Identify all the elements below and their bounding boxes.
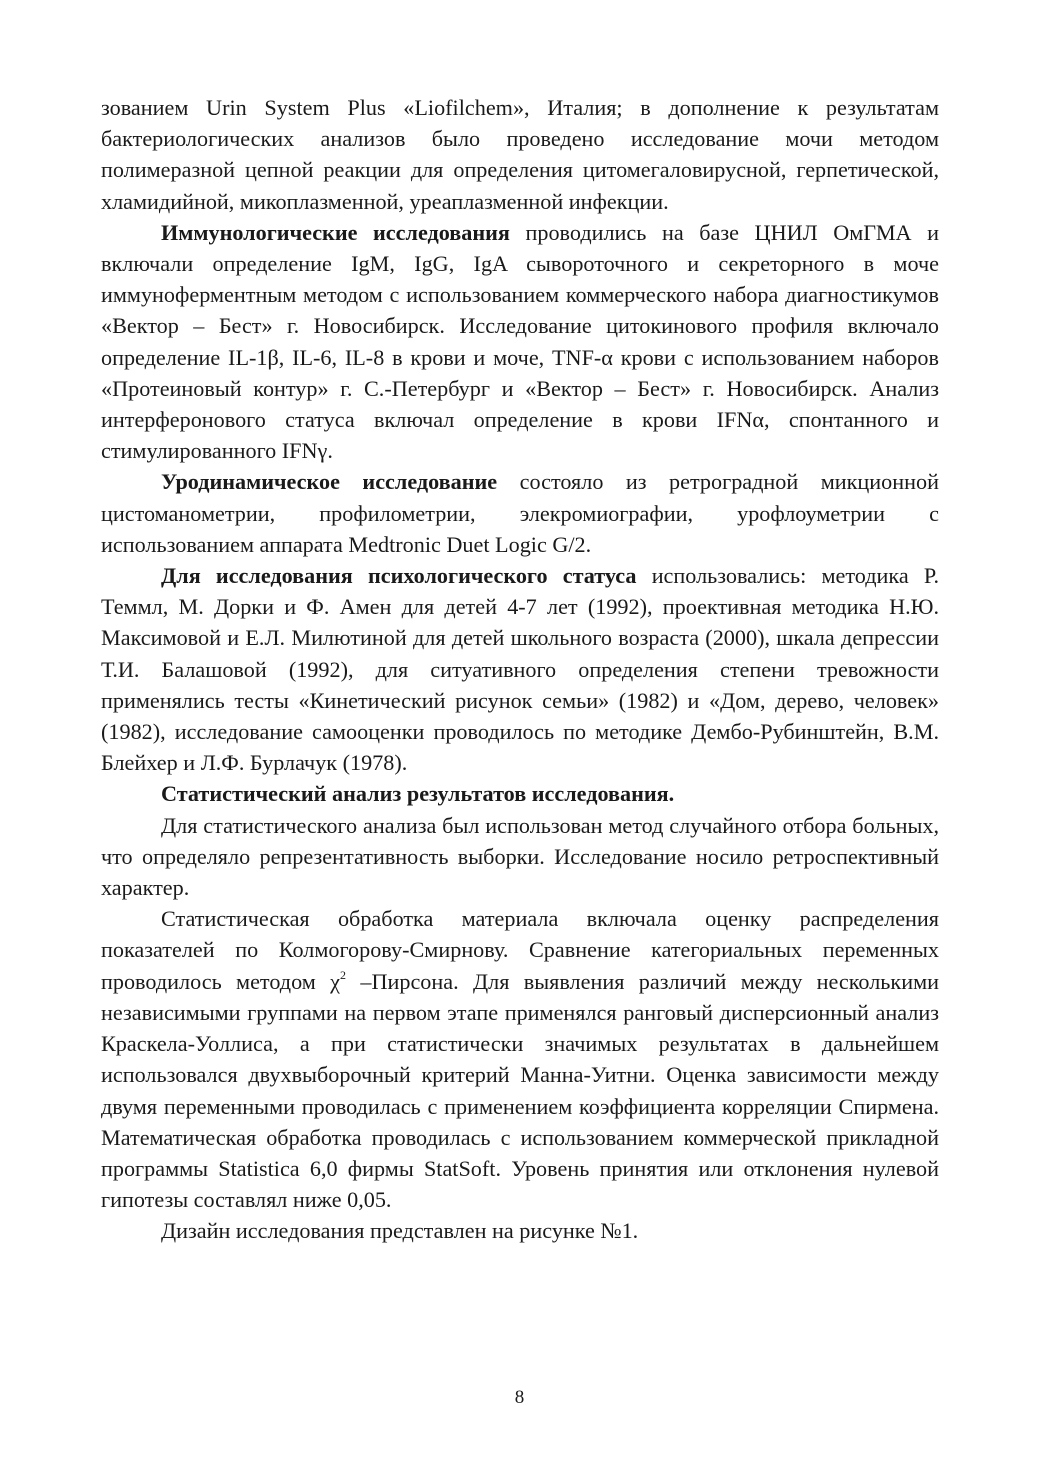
paragraph-statistical-processing xyxy=(101,903,939,1215)
paragraph-text: зованием Urin System Plus «Liofilchem», Италия; в дополнение к результатам бактериологических анализов было проведено исследование мочи методом полимеразной цепной реакции для определения цитомегаловирусной, герпетической, хламидийной, микоплазменной, уреаплазменной инфекции. xyxy=(101,95,939,214)
paragraph-text: Дизайн исследования представлен на рисунке №1. xyxy=(161,1218,639,1244)
paragraph-immunology xyxy=(101,217,939,467)
paragraph-heading: Иммунологические исследования xyxy=(161,219,510,245)
paragraph-text: использовались: методика Р. Теммл, М. Дорки и Ф. Амен для детей 4-7 лет (1992), проективная методика Н.Ю. Максимовой и Е.Л. Милютиной для детей школьного возраста (2000), шкала депрессии Т.И. Балашовой (1992), для ситуативного определения степени тревожности применялись тесты «Кинетический рисунок семьи» (1982) и «Дом, дерево, человек» (1982), исследование самооценки проводилось по методике Дембо-Рубинштейн, В.М. Блейхер и Л.Ф. Бурлачук (1978). xyxy=(101,563,939,776)
page-number: 8 xyxy=(514,1387,525,1408)
body-text xyxy=(101,92,939,1247)
paragraph-heading: Для исследования психологического статуса xyxy=(161,563,637,589)
paragraph-text: состояло из ретроградной микционной цистоманометрии, профилометрии, элекромиографии, урофлоуметрии с использованием аппарата Medtronic Duet Logic G/2. xyxy=(101,469,939,557)
chi-square-superscript: 2 xyxy=(340,967,346,982)
paragraph-text-before-formula: Статистическая обработка материала включала оценку распределения показателей по Колмогорову-Смирнову. Сравнение категориальных переменных проводилось методом χ xyxy=(101,906,939,994)
paragraph-sampling xyxy=(101,810,939,904)
paragraph-urodynamics xyxy=(101,466,939,560)
paragraph-psychology xyxy=(101,560,939,778)
paragraph-text: Для статистического анализа был использован метод случайного отбора больных, что определяло репрезентативность выборки. Исследование носило ретроспективный характер. xyxy=(101,812,939,901)
section-heading-statistics xyxy=(101,778,939,809)
paragraph-study-design xyxy=(101,1215,939,1246)
section-heading: Статистический анализ результатов исследования. xyxy=(161,781,675,807)
paragraph-text: проводились на базе ЦНИЛ ОмГМА и включали определение IgM, IgG, IgA сывороточного и секреторного в моче иммуноферментным методом с использованием коммерческого набора диагностикумов «Вектор – Бест» г. Новосибирск. Исследование цитокинового профиля включало определение IL-1β, IL-6, IL-8 в крови и моче, TNF-α крови с использованием наборов «Протеиновый контур» г. С.-Петербург и «Вектор – Бест» г. Новосибирск. Анализ интерферонового статуса включал определение в крови IFNα, спонтанного и стимулированного IFNγ. xyxy=(101,219,939,464)
paragraph-heading: Уродинамическое исследование xyxy=(161,469,498,495)
paragraph-text-after-formula: –Пирсона. Для выявления различий между несколькими независимыми группами на первом этапе применялся ранговый дисперсионный анализ Краскела-Уоллиса, а при статистически значимых результатах в дальнейшем использовался двухвыборочный критерий Манна-Уитни. Оценка зависимости между двумя переменными проводилась с применением коэффициента корреляции Спирмена. Математическая обработка проводилась с использованием коммерческой прикладной программы Statistica 6,0 фирмы StatSoft. Уровень принятия или отклонения нулевой гипотезы составлял ниже 0,05. xyxy=(101,968,939,1213)
paragraph-methods-urine xyxy=(101,92,939,217)
